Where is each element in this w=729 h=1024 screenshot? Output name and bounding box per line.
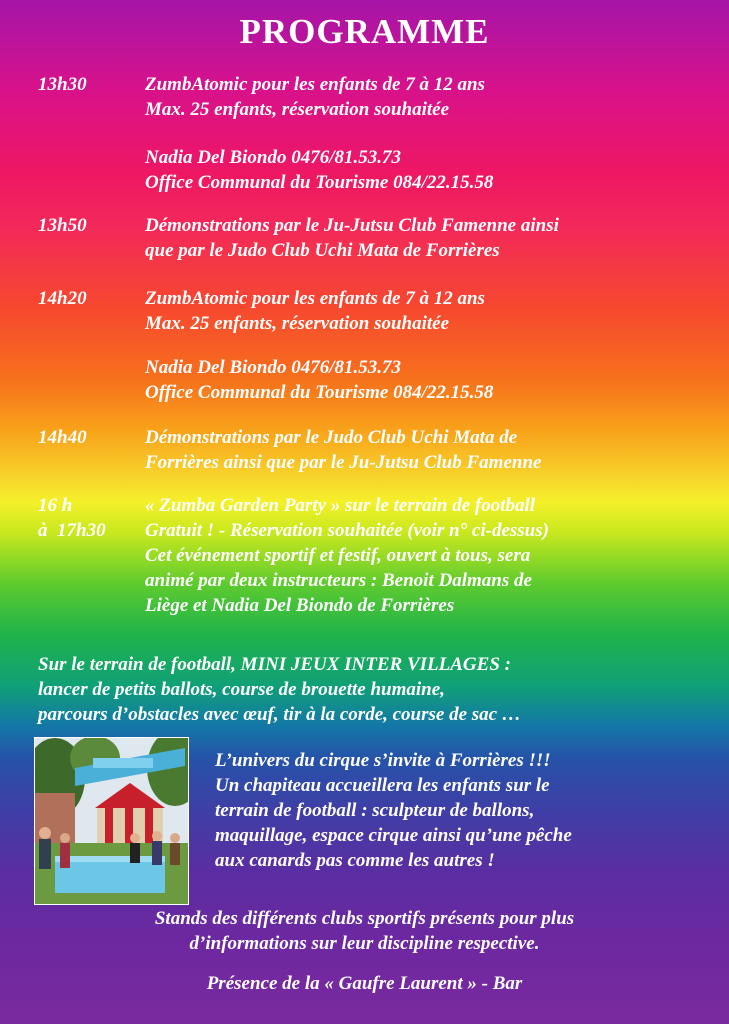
time-1420: 14h20: [38, 288, 87, 309]
games-line: parcours d’obstacles avec œuf, tir à la corde, course de sac …: [38, 704, 521, 725]
time-1350: 13h50: [38, 215, 87, 236]
entry-line: Liège et Nadia Del Biondo de Forrières: [145, 595, 455, 616]
page-title: PROGRAMME: [239, 12, 490, 51]
time-start: 16 h: [38, 495, 73, 516]
schedule-entry-1330: [145, 72, 485, 122]
circus-line: terrain de football : sculpteur de ballons,: [215, 800, 535, 821]
games-line: lancer de petits ballots, course de brouette humaine,: [38, 679, 445, 700]
entry-line: Max. 25 enfants, réservation souhaitée: [145, 313, 450, 334]
entry-line: animé par deux instructeurs : Benoit Dalmans de: [145, 570, 532, 591]
mini-games-paragraph: [38, 652, 521, 727]
contact-block-1: [145, 145, 493, 195]
entry-line: Max. 25 enfants, réservation souhaitée: [145, 99, 450, 120]
circus-line: L’univers du cirque s’invite à Forrières !!!: [215, 750, 551, 771]
stands-line: Stands des différents clubs sportifs présents pour plus: [154, 908, 575, 929]
entry-line: Gratuit ! - Réservation souhaitée (voir n° ci-dessus): [145, 520, 549, 541]
games-line: Sur le terrain de football, MINI JEUX INTER VILLAGES :: [38, 654, 511, 675]
contact-block-2: [145, 355, 493, 405]
entry-line: Démonstrations par le Judo Club Uchi Mata de: [145, 427, 518, 448]
schedule-entry-1420: [145, 286, 485, 336]
circus-line: maquillage, espace cirque ainsi qu’une pêche: [215, 825, 572, 846]
contact-line: Office Communal du Tourisme 084/22.15.58: [145, 382, 494, 403]
stands-paragraph: [0, 906, 729, 956]
time-16h: [38, 493, 106, 543]
contact-line: Office Communal du Tourisme 084/22.15.58: [145, 172, 494, 193]
entry-line: Cet événement sportif et festif, ouvert à tous, sera: [145, 545, 531, 566]
entry-line: ZumbAtomic pour les enfants de 7 à 12 ans: [145, 74, 485, 95]
circus-photo: [34, 737, 189, 905]
entry-line: ZumbAtomic pour les enfants de 7 à 12 ans: [145, 288, 485, 309]
entry-line: Démonstrations par le Ju-Jutsu Club Famenne ainsi: [145, 215, 559, 236]
circus-line: Un chapiteau accueillera les enfants sur le: [215, 775, 550, 796]
schedule-entry-1440: [145, 425, 541, 475]
entry-line: que par le Judo Club Uchi Mata de Forrières: [145, 240, 500, 261]
schedule-entry-1350: [145, 213, 559, 263]
stands-line: d’informations sur leur discipline respective.: [189, 933, 540, 954]
entry-line: Forrières ainsi que par le Ju-Jutsu Club Famenne: [145, 452, 542, 473]
time-1440: 14h40: [38, 427, 87, 448]
circus-paragraph: [215, 748, 572, 873]
time-1330: 13h30: [38, 74, 87, 95]
circus-line: aux canards pas comme les autres !: [215, 850, 495, 871]
entry-line: « Zumba Garden Party » sur le terrain de football: [145, 495, 536, 516]
contact-line: Nadia Del Biondo 0476/81.53.73: [145, 357, 401, 378]
time-end: à 17h30: [38, 520, 106, 541]
contact-line: Nadia Del Biondo 0476/81.53.73: [145, 147, 401, 168]
footer-text: Présence de la « Gaufre Laurent » - Bar: [206, 973, 523, 994]
schedule-entry-zumba-garden-party: [145, 493, 549, 618]
